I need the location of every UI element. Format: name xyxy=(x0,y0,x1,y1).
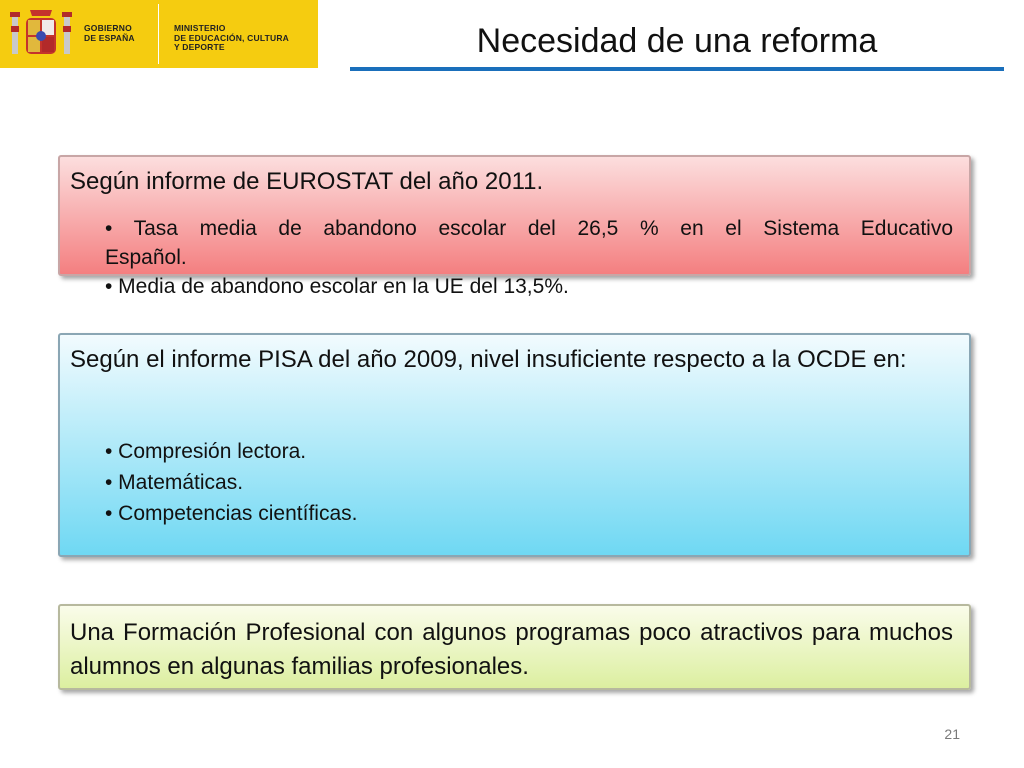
eurostat-bullets xyxy=(105,214,953,301)
slide-title: Necesidad de una reforma xyxy=(476,22,878,60)
list-item: • Competencias científicas. xyxy=(105,502,358,525)
logo-divider xyxy=(158,4,159,64)
list-item: • Compresión lectora. xyxy=(105,440,307,463)
list-item: • Matemáticas. xyxy=(105,471,244,494)
list-item-continuation: Español. xyxy=(105,246,187,269)
spain-coat-of-arms-icon xyxy=(8,6,74,62)
list-item: • Media de abandono escolar en la UE del 13,5%. xyxy=(105,275,569,298)
government-label: GOBIERNO DE ESPAÑA xyxy=(84,23,135,43)
title-underline xyxy=(350,67,1004,71)
ministry-label: MINISTERIO DE EDUCACIÓN, CULTURA Y DEPORTE xyxy=(174,23,290,52)
fp-text: Una Formación Profesional con algunos programas poco atractivos para muchos alumnos en algunas familias profesionales. xyxy=(70,619,953,680)
ministry-logo xyxy=(0,0,318,68)
list-item: • Tasa media de abandono escolar del 26,5 % en el Sistema Educativo xyxy=(105,217,953,240)
pisa-heading: Según el informe PISA del año 2009, nivel insuficiente respecto a la OCDE en: xyxy=(70,346,907,373)
eurostat-heading: Según informe de EUROSTAT del año 2011. xyxy=(70,168,544,195)
page-number: 21 xyxy=(944,726,960,742)
pisa-bullets xyxy=(105,436,705,529)
